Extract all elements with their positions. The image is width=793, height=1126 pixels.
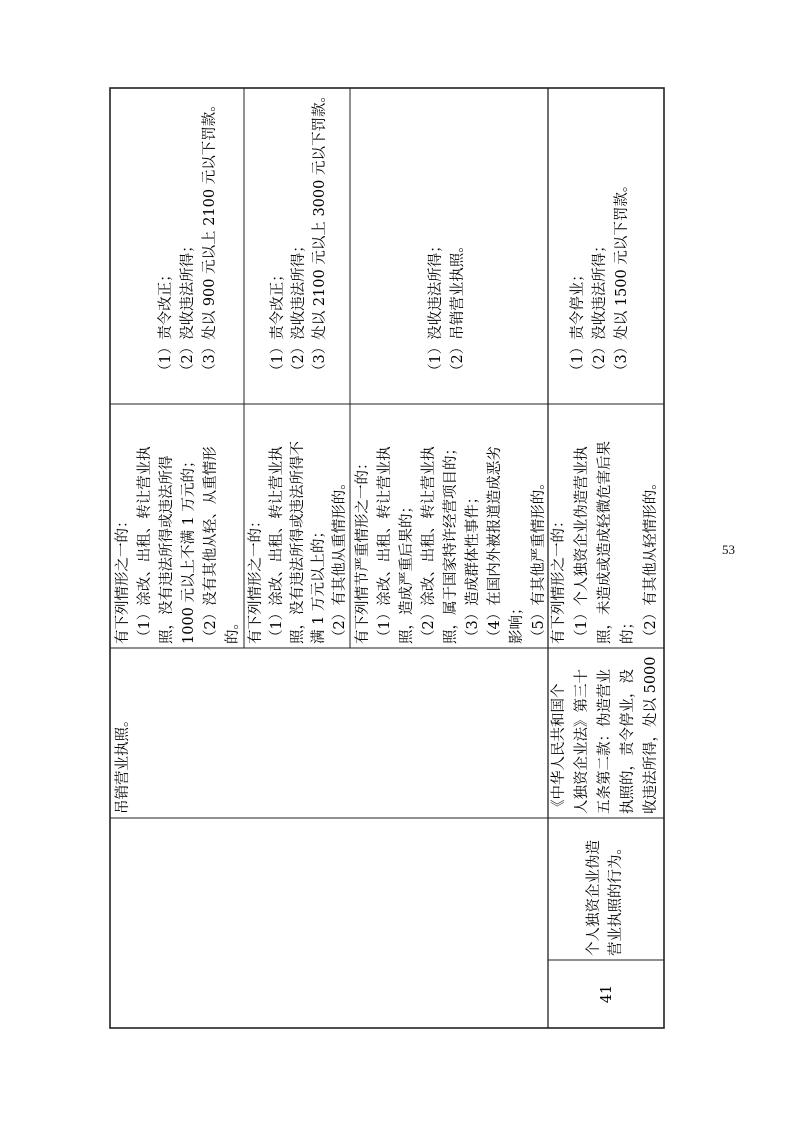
penalty-line: （1）责令改正； [270, 267, 286, 378]
circumstance-line: （4）在国内外被报道造成恶劣 [487, 446, 503, 644]
legal-basis-cell-41 [550, 656, 659, 814]
page-number: 53 [722, 542, 735, 557]
penalty-line: （3）处以 2100 元以上 3000 元以下罚款。 [312, 88, 328, 378]
penalty-line: （2）没收违法所得； [291, 238, 307, 378]
penalty-line: （2）没收违法所得； [592, 238, 608, 378]
penalty-line: （2）吊销营业执照。 [450, 238, 466, 378]
circumstance-line: 照，造成严重后果的； [399, 499, 415, 644]
circumstance-line: 1000 元以上不满 1 万元的； [181, 453, 197, 644]
basis-line: 五条第二款：伪造营业 [597, 669, 613, 814]
circumstance-line: （3）造成群体性事件； [465, 489, 481, 644]
circumstance-line: （1）涂改、出租、转让营业执 [269, 446, 285, 644]
penalty-cell-tier-1 [157, 97, 218, 378]
circumstance-line: 照，属于国家特许经营项目的； [443, 441, 459, 644]
offense-cell [585, 840, 624, 956]
circumstance-line: 满 1 万元以上的； [311, 524, 327, 644]
circumstance-line: （5）有其他严重情形的。 [531, 475, 547, 644]
circumstance-line: 的。 [225, 615, 241, 644]
basis-line: 收违法所得，处以 5000 [643, 656, 659, 814]
penalty-line: （1）责令改正； [158, 267, 174, 378]
circumstance-line: 照，没有违法所得或违法所得不 [290, 441, 306, 644]
circumstance-line: （1）涂改、出租、转让营业执 [377, 446, 393, 644]
penalty-line: （3）处以 900 元以上 2100 元以下罚款。 [202, 97, 218, 378]
penalty-cell-tier-2 [269, 88, 328, 378]
basis-line: 吊销营业执照。 [115, 712, 131, 814]
circumstance-line: （2）涂改、出租、转让营业执 [421, 446, 437, 644]
penalty-line: （3）处以 1500 元以下罚款。 [614, 177, 630, 378]
basis-line: 执照的，责令停业，没 [620, 669, 636, 814]
row-number: 41 [599, 984, 615, 1004]
circumstance-line: 有下列情形之一的： [551, 513, 567, 644]
circumstance-line: （2）没有其他从轻、从重情形 [203, 446, 219, 644]
penalty-line: （2）没收违法所得； [180, 238, 196, 378]
circumstance-line: 有下列情形之一的： [115, 513, 131, 644]
circumstance-line: （2）有其他从轻情形的。 [643, 475, 659, 644]
circumstance-cell-41 [550, 441, 659, 644]
circumstance-line: 有下列情节严重情形之一的： [355, 455, 371, 644]
circumstance-cell-tier-1 [114, 446, 241, 644]
circumstance-line: （1）涂改、出租、转让营业执 [137, 446, 153, 644]
penalty-cell-tier-3 [427, 238, 466, 378]
circumstance-cell-tier-3 [353, 441, 547, 644]
penalty-line: （1）责令停业； [570, 267, 586, 378]
offense-line: 营业执照的行为。 [608, 840, 624, 956]
penalty-cell-41 [569, 178, 630, 378]
circumstance-line: 有下列情形之一的： [248, 513, 264, 644]
circumstance-line: 影响； [509, 600, 525, 644]
circumstance-line: （2）有其他从重情形的。 [332, 475, 348, 644]
basis-line: 《中华人民共和国个 [551, 683, 567, 814]
circumstance-line: 照，没有违法所得或违法所得 [159, 455, 175, 644]
circumstance-cell-tier-2 [247, 441, 348, 644]
circumstance-line: 照，未造成或造成轻微危害后果 [597, 441, 613, 644]
offense-line: 个人独资企业伪造 [586, 840, 602, 956]
penalty-line: （1）没收违法所得； [428, 238, 444, 378]
circumstance-line: （1）个人独资企业伪造营业执 [574, 446, 590, 644]
basis-line: 人独资企业法》第三十 [574, 669, 590, 814]
circumstance-line: 的； [620, 615, 636, 644]
